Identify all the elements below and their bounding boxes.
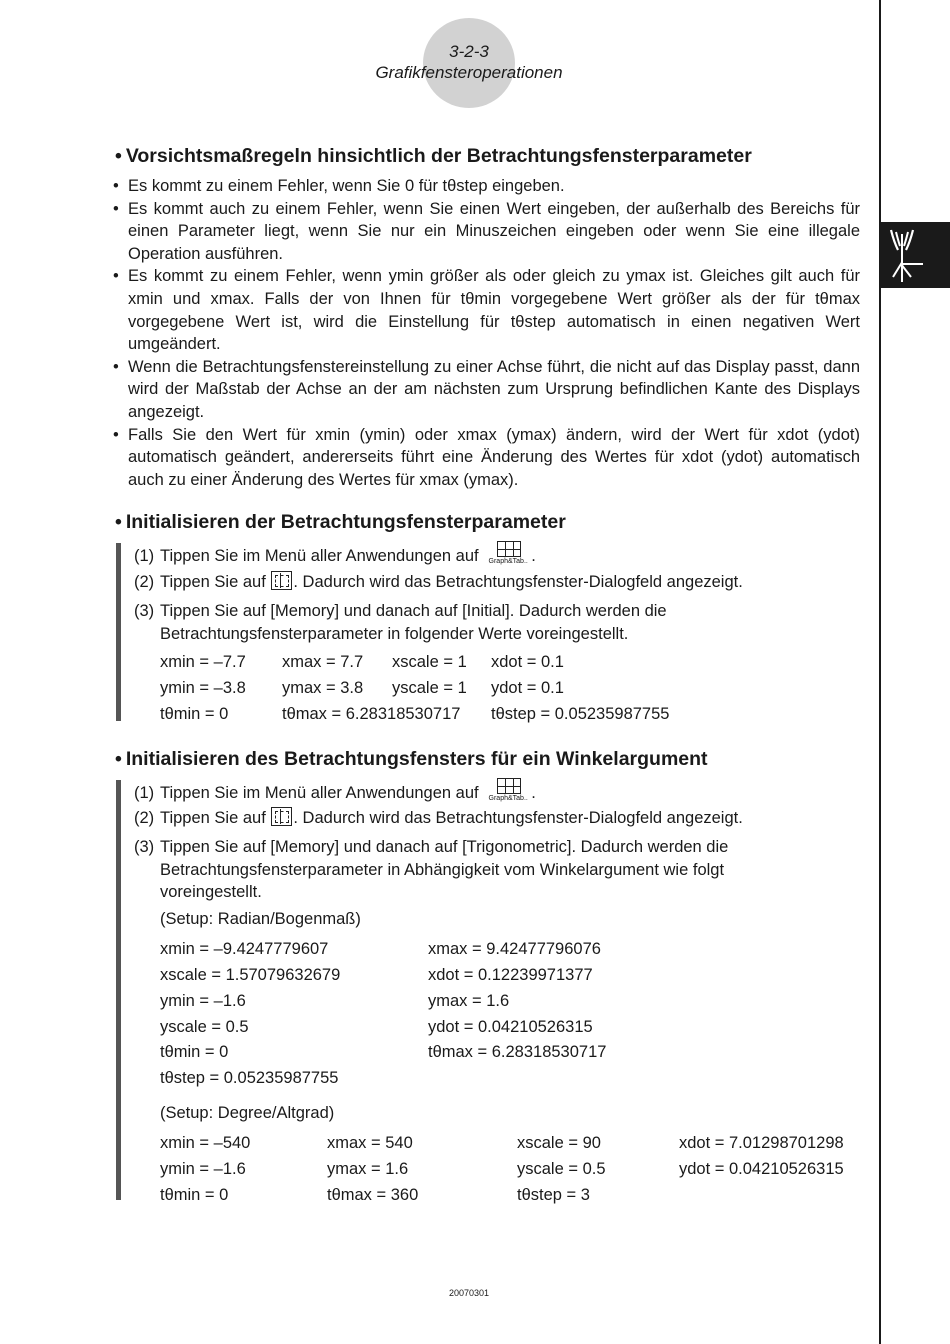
param-value: xmin = –9.4247779607: [160, 940, 329, 958]
step-text: Tippen Sie auf [Memory] und danach auf [Trigonometric]. Dadurch werden die: [160, 838, 729, 856]
step-number: (1): [134, 784, 155, 802]
step-number: (2): [134, 809, 155, 827]
footer-code: 20070301: [448, 1288, 490, 1298]
param-value: xdot = 7.01298701298: [679, 1134, 844, 1152]
param-value: tθmax = 6.28318530717: [282, 705, 461, 723]
heading-text: Initialisieren des Betrachtungsfensters für ein Winkelargument: [125, 748, 708, 770]
precautions-list: [113, 175, 860, 491]
list-item: • Es kommt auch zu einem Fehler, wenn Sie einen Wert eingeben, der außerhalb des Bereichs für einen Parameter liegt, wenn Sie nur ein Minuszeichen eingeben oder wenn Sie eine illegale Operation ausführen.: [113, 198, 860, 266]
param-value: yscale = 0.5: [160, 1018, 249, 1036]
param-value: xscale = 1.57079632679: [160, 966, 341, 984]
list-item: • Es kommt zu einem Fehler, wenn ymin größer als oder gleich zu ymax ist. Gleiches gilt auch für xmin und xmax. Falls der von Ihnen für tθmin vorgegebene Wert größer als der für tθmax vorgegebene Wert ist, wird die Einstellung für tθstep automatisch in einen negativen Wert umgeändert.: [113, 265, 860, 355]
list-item: • Wenn die Betrachtungsfenstereinstellung zu einer Achse führt, die nicht auf das Display passt, dann wird der Maßstab der Achse an der am nächsten zum Ursprung befindlichen Kante des Displays angezeigt.: [113, 356, 860, 424]
param-value: yscale = 0.5: [517, 1160, 606, 1178]
heading-bullet: •: [115, 748, 122, 770]
view-window-icon: [271, 807, 292, 826]
param-value: ydot = 0.04210526315: [428, 1018, 593, 1036]
graph-table-app-icon: [487, 778, 529, 804]
param-value: tθmax = 360: [327, 1186, 419, 1204]
param-value: xmin = –540: [160, 1134, 251, 1152]
heading-text: Initialisieren der Betrachtungsfensterparameter: [125, 511, 566, 533]
param-value: xscale = 1: [392, 653, 467, 671]
section-heading-initialize: [115, 511, 566, 534]
step-number: (2): [134, 573, 155, 591]
setup-label-radian: (Setup: Radian/Bogenmaß): [160, 910, 361, 928]
step-text: Tippen Sie auf [Memory] und danach auf [Initial]. Dadurch werden die: [160, 602, 667, 620]
param-value: ymin = –3.8: [160, 679, 246, 697]
polar-graph-icon: [881, 222, 950, 288]
step-text: . Dadurch wird das Betrachtungsfenster-Dialogfeld angezeigt.: [293, 809, 743, 827]
param-value: tθstep = 0.05235987755: [160, 1069, 339, 1087]
list-item: • Falls Sie den Wert für xmin (ymin) oder xmax (ymax) ändern, wird der Wert für xdot (ydot) automatisch geändert, andererseits führt eine Änderung des Wertes für xdot (ydot) automatisch auch zu einer Änderung des Wertes für xmax (ymax).: [113, 424, 860, 492]
step-3: [134, 600, 667, 645]
param-value: ydot = 0.1: [491, 679, 564, 697]
procedure-bar: [116, 780, 121, 1200]
setup-label-degree: (Setup: Degree/Altgrad): [160, 1104, 335, 1122]
heading-text: Vorsichtsmaßregeln hinsichtlich der Betrachtungsfensterparameter: [125, 145, 752, 167]
step-2: [134, 807, 743, 830]
page-edge-rule: [879, 0, 881, 1344]
step-number: (3): [134, 602, 155, 620]
step-text: Tippen Sie auf: [160, 809, 266, 827]
step-1: (1) Tippen Sie im Menü aller Anwendungen auf Graph&Tab.. .: [134, 778, 536, 805]
param-value: xdot = 0.12239971377: [428, 966, 593, 984]
param-value: tθstep = 0.05235987755: [491, 705, 670, 723]
param-value: tθmin = 0: [160, 1043, 229, 1061]
step-3: [134, 836, 728, 904]
step-2: [134, 571, 743, 594]
step-text: voreingestellt.: [160, 883, 262, 902]
step-text: Tippen Sie im Menü aller Anwendungen auf: [160, 784, 479, 802]
heading-bullet: •: [115, 145, 122, 167]
chapter-tab: [881, 222, 950, 288]
param-value: tθmax = 6.28318530717: [428, 1043, 607, 1061]
param-value: ydot = 0.04210526315: [679, 1160, 844, 1178]
view-window-icon: [271, 571, 292, 590]
step-text: Betrachtungsfensterparameter in Abhängigkeit vom Winkelargument wie folgt: [160, 860, 725, 879]
param-value: ymax = 3.8: [282, 679, 364, 697]
app-icon-caption: Graph&Tab..: [488, 795, 528, 802]
param-value: tθmin = 0: [160, 1186, 229, 1204]
param-value: ymin = –1.6: [160, 992, 246, 1010]
graph-table-app-icon: [487, 541, 529, 567]
param-value: tθmin = 0: [160, 705, 229, 723]
param-value: yscale = 1: [392, 679, 467, 697]
param-value: xmax = 540: [327, 1134, 413, 1152]
heading-bullet: •: [115, 511, 122, 533]
page-number: 3-2-3: [449, 42, 489, 61]
page-header-title: Grafikfensteroperationen: [375, 63, 563, 82]
step-1: (1) Tippen Sie im Menü aller Anwendungen auf Graph&Tab.. .: [134, 541, 536, 568]
param-value: tθstep = 3: [517, 1186, 590, 1204]
section-heading-angle: [115, 748, 708, 771]
param-value: xdot = 0.1: [491, 653, 564, 671]
param-value: xmax = 7.7: [282, 653, 364, 671]
step-text: Tippen Sie auf: [160, 573, 266, 591]
param-value: xmax = 9.42477796076: [428, 940, 601, 958]
param-value: ymax = 1.6: [428, 992, 510, 1010]
app-icon-caption: Graph&Tab..: [488, 558, 528, 565]
step-text: . Dadurch wird das Betrachtungsfenster-Dialogfeld angezeigt.: [293, 573, 743, 591]
param-value: xscale = 90: [517, 1134, 601, 1152]
step-text: Tippen Sie im Menü aller Anwendungen auf: [160, 547, 479, 565]
step-text: Betrachtungsfensterparameter in folgender Werte voreingestellt.: [160, 624, 629, 643]
param-value: ymax = 1.6: [327, 1160, 409, 1178]
param-value: ymin = –1.6: [160, 1160, 246, 1178]
list-item: • Es kommt zu einem Fehler, wenn Sie 0 für tθstep eingeben.: [113, 175, 860, 198]
section-heading-precautions: [115, 145, 752, 168]
step-number: (1): [134, 547, 155, 565]
step-number: (3): [134, 838, 155, 856]
procedure-bar: [116, 543, 121, 721]
param-value: xmin = –7.7: [160, 653, 246, 671]
